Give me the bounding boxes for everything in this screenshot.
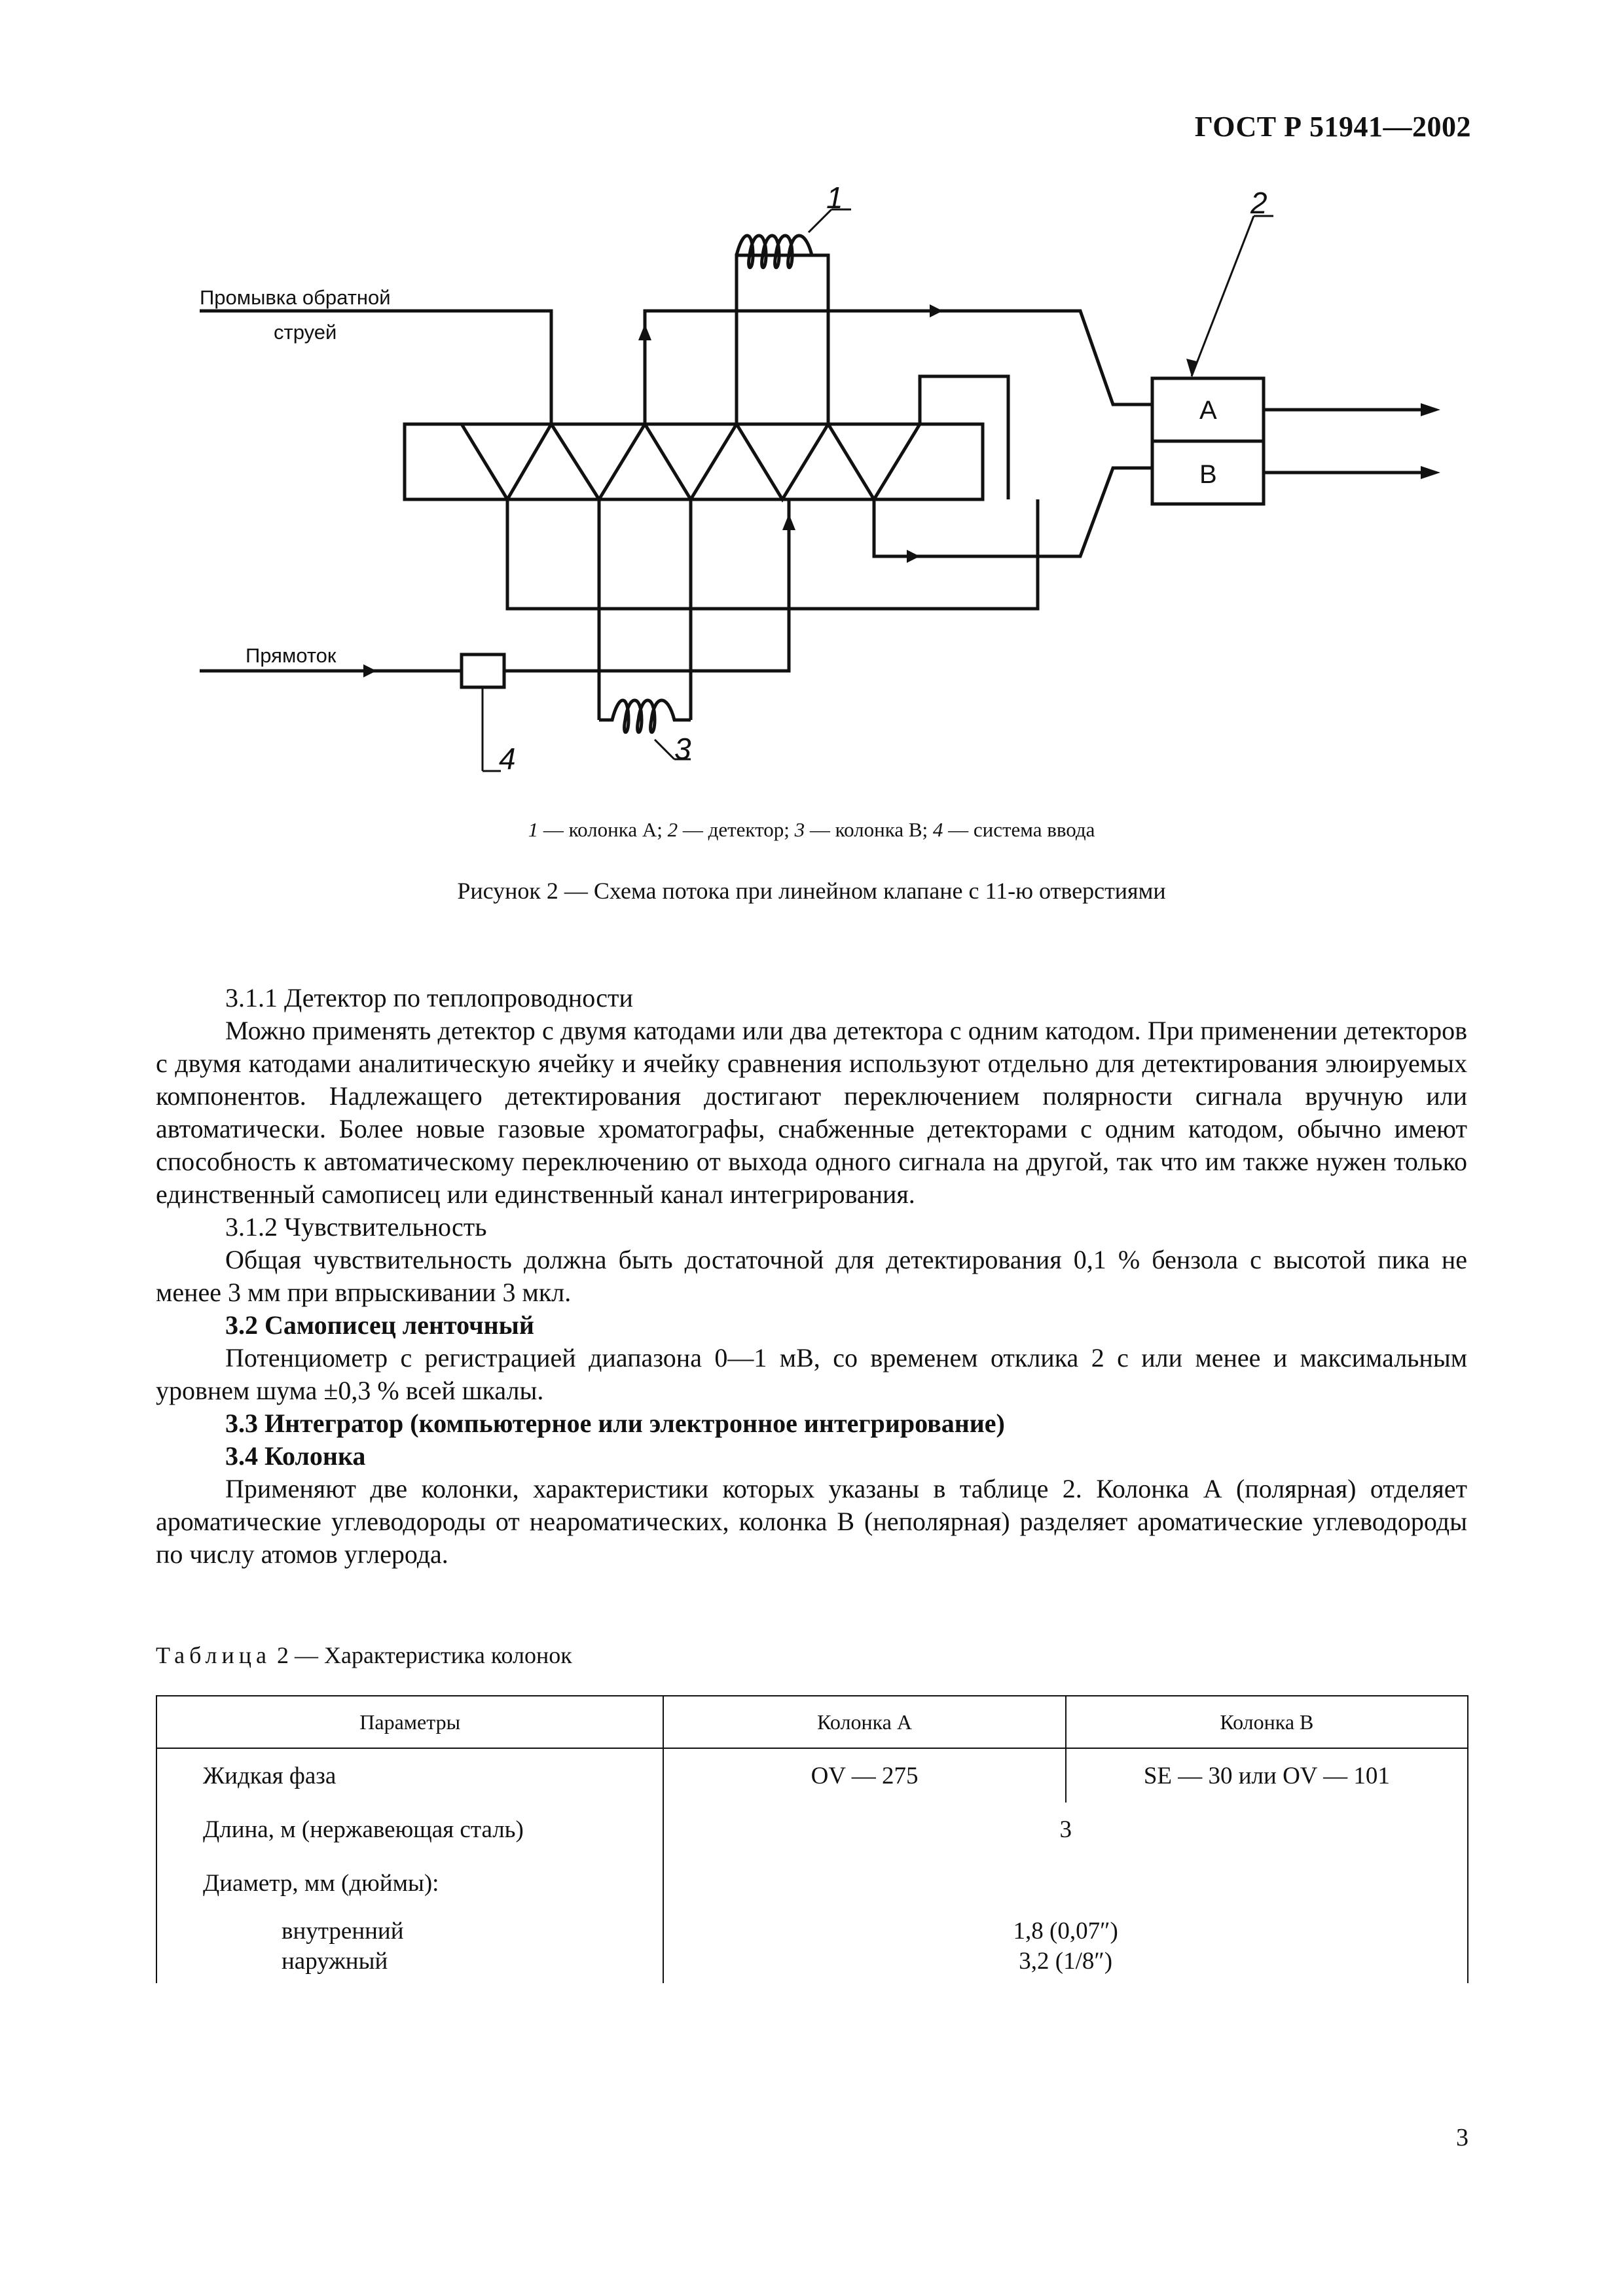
page-number: 3	[1456, 2124, 1468, 2151]
legend-text-2: — детектор;	[678, 818, 795, 841]
table-title-label: Таблица	[156, 1642, 271, 1668]
legend-num-1: 1	[528, 818, 539, 841]
detector-a-label: А	[1199, 396, 1217, 425]
param-inner: внутренний	[282, 1918, 404, 1945]
section-3-2-text: Потенциометр с регистрацией диапазона 0—1 мВ, со временем отклика 2 с или менее и максимальным уровнем шума ±0,3 % всей шкалы.	[156, 1343, 1467, 1405]
value-liquid-phase-b: SE — 30 или OV — 101	[1066, 1748, 1468, 1803]
section-3-3-heading: 3.3 Интегратор (компьютерное или электронное интегрирование)	[225, 1408, 1005, 1438]
header-parameters: Параметры	[156, 1696, 663, 1748]
section-3-1-2-heading: 3.1.2 Чувствительность	[225, 1212, 487, 1242]
header-column-a: Колонка А	[663, 1696, 1065, 1748]
section-3-2-heading: 3.2 Самописец ленточный	[225, 1310, 534, 1340]
value-length: 3	[663, 1803, 1468, 1856]
table-title-rest: 2 — Характеристика колонок	[270, 1642, 572, 1668]
callout-1: 1	[826, 181, 843, 215]
section-3-1-1-text: Можно применять детектор с двумя катодами или два детектора с одним катодом. При применении детекторов с двумя катодами аналитическую ячейку и ячейку сравнения используют отдельно для детектирования элюируемых компонентов. Надлежащего детектирования достигают переключением полярности сигнала вручную или автоматически. Более новые газовые хроматографы, снабженные детекторами с одним катодом, обычно имеют способность к автоматическому переключению от выхода одного сигнала на другой, так что им также нужен только единственный самописец или единственный канал интегрирования.	[156, 1016, 1467, 1209]
param-length: Длина, м (нержавеющая сталь)	[156, 1803, 663, 1856]
legend-text-3: — колонка В;	[805, 818, 933, 841]
section-3-4-heading: 3.4 Колонка	[225, 1441, 366, 1471]
value-liquid-phase-a: OV — 275	[663, 1748, 1065, 1803]
param-outer: наружный	[282, 1948, 388, 1975]
callout-2: 2	[1250, 186, 1267, 220]
legend-num-2: 2	[667, 818, 678, 841]
table-header-row	[156, 1696, 1468, 1748]
body-text	[156, 982, 1467, 1571]
figure-legend	[0, 818, 1623, 842]
value-inner: 1,8 (0,07″)	[1013, 1918, 1118, 1945]
param-liquid-phase: Жидкая фаза	[156, 1748, 663, 1803]
header-column-b: Колонка В	[1066, 1696, 1468, 1748]
value-outer: 3,2 (1/8″)	[1019, 1948, 1113, 1975]
param-diameter: Диаметр, мм (дюймы):	[156, 1856, 663, 1910]
value-diameter-sub	[663, 1910, 1468, 1983]
callout-4: 4	[499, 742, 516, 776]
table-row	[156, 1803, 1468, 1856]
table-row	[156, 1856, 1468, 1910]
param-diameter-sub	[156, 1910, 663, 1983]
section-3-1-1-heading: 3.1.1 Детектор по теплопроводности	[225, 983, 633, 1013]
flow-scheme-diagram	[0, 0, 1623, 805]
table-row	[156, 1910, 1468, 1983]
document-header: ГОСТ Р 51941—2002	[1194, 111, 1471, 143]
legend-text-4: — система ввода	[943, 818, 1095, 841]
detector-b-label: В	[1199, 460, 1217, 489]
table-title	[156, 1641, 572, 1669]
section-3-1-2-text: Общая чувствительность должна быть достаточной для детектирования 0,1 % бензола с высотой пика не менее 3 мм при впрыскивании 3 мкл.	[156, 1245, 1467, 1307]
callout-3: 3	[674, 732, 691, 766]
backflush-label-line1: Промывка обратной	[200, 286, 391, 309]
figure-caption: Рисунок 2 — Схема потока при линейном клапане с 11-ю отверстиями	[457, 878, 1166, 904]
legend-num-3: 3	[794, 818, 805, 841]
table-row	[156, 1748, 1468, 1803]
section-3-4-text: Применяют две колонки, характеристики которых указаны в таблице 2. Колонка А (полярная) отделяет ароматические углеводороды от неароматических, колонка В (неполярная) разделяет ароматические углеводороды по числу атомов углерода.	[156, 1474, 1467, 1569]
legend-text-1: — колонка А;	[538, 818, 668, 841]
forward-flow-label: Прямоток	[246, 644, 337, 667]
columns-table	[156, 1695, 1468, 1983]
value-diameter-empty	[663, 1856, 1468, 1910]
legend-num-4: 4	[932, 818, 943, 841]
backflush-label-line2: струей	[274, 321, 337, 344]
